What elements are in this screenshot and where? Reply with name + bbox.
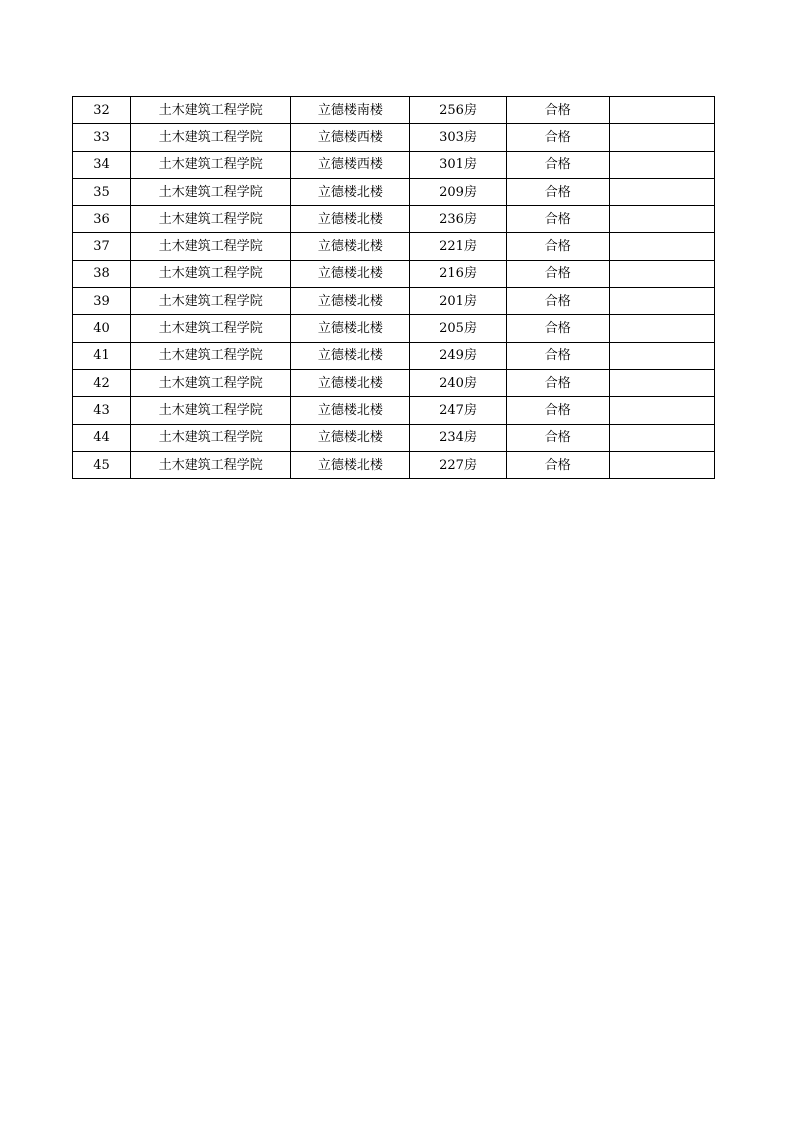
table-row (73, 288, 715, 315)
table-body (73, 97, 715, 479)
cell-building: 立德楼北楼 (291, 288, 410, 315)
cell-number: 38 (73, 260, 131, 287)
table-row (73, 315, 715, 342)
cell-room: 234房 (410, 424, 506, 451)
cell-result: 合格 (506, 342, 609, 369)
cell-building: 立德楼北楼 (291, 178, 410, 205)
cell-room: 303房 (410, 124, 506, 151)
cell-note (609, 288, 714, 315)
cell-college: 土木建筑工程学院 (131, 288, 291, 315)
table-row (73, 97, 715, 124)
cell-room: 236房 (410, 206, 506, 233)
cell-building: 立德楼北楼 (291, 369, 410, 396)
cell-room: 301房 (410, 151, 506, 178)
cell-result: 合格 (506, 97, 609, 124)
cell-result: 合格 (506, 315, 609, 342)
inspection-table (72, 96, 715, 479)
cell-result: 合格 (506, 151, 609, 178)
cell-building: 立德楼北楼 (291, 260, 410, 287)
table-row (73, 206, 715, 233)
cell-note (609, 233, 714, 260)
cell-room: 247房 (410, 397, 506, 424)
cell-number: 43 (73, 397, 131, 424)
cell-note (609, 424, 714, 451)
cell-building: 立德楼南楼 (291, 97, 410, 124)
cell-note (609, 342, 714, 369)
cell-college: 土木建筑工程学院 (131, 124, 291, 151)
cell-result: 合格 (506, 233, 609, 260)
cell-number: 42 (73, 369, 131, 396)
cell-room: 256房 (410, 97, 506, 124)
table-row (73, 397, 715, 424)
cell-room: 216房 (410, 260, 506, 287)
cell-result: 合格 (506, 206, 609, 233)
cell-building: 立德楼北楼 (291, 233, 410, 260)
cell-note (609, 178, 714, 205)
table-row (73, 369, 715, 396)
cell-result: 合格 (506, 124, 609, 151)
cell-college: 土木建筑工程学院 (131, 233, 291, 260)
cell-room: 227房 (410, 451, 506, 478)
cell-room: 201房 (410, 288, 506, 315)
cell-building: 立德楼北楼 (291, 424, 410, 451)
cell-number: 34 (73, 151, 131, 178)
cell-number: 37 (73, 233, 131, 260)
cell-building: 立德楼北楼 (291, 451, 410, 478)
cell-note (609, 206, 714, 233)
cell-building: 立德楼北楼 (291, 206, 410, 233)
cell-building: 立德楼西楼 (291, 124, 410, 151)
cell-result: 合格 (506, 288, 609, 315)
table-row (73, 424, 715, 451)
cell-college: 土木建筑工程学院 (131, 397, 291, 424)
cell-building: 立德楼北楼 (291, 315, 410, 342)
cell-note (609, 451, 714, 478)
cell-result: 合格 (506, 369, 609, 396)
cell-note (609, 151, 714, 178)
cell-number: 35 (73, 178, 131, 205)
table-row (73, 178, 715, 205)
table-row (73, 451, 715, 478)
cell-room: 221房 (410, 233, 506, 260)
cell-note (609, 124, 714, 151)
cell-college: 土木建筑工程学院 (131, 206, 291, 233)
cell-college: 土木建筑工程学院 (131, 315, 291, 342)
cell-college: 土木建筑工程学院 (131, 369, 291, 396)
cell-note (609, 369, 714, 396)
table-row (73, 151, 715, 178)
cell-building: 立德楼北楼 (291, 397, 410, 424)
cell-building: 立德楼西楼 (291, 151, 410, 178)
cell-college: 土木建筑工程学院 (131, 178, 291, 205)
cell-result: 合格 (506, 424, 609, 451)
cell-college: 土木建筑工程学院 (131, 260, 291, 287)
cell-number: 45 (73, 451, 131, 478)
cell-number: 41 (73, 342, 131, 369)
cell-number: 32 (73, 97, 131, 124)
cell-room: 209房 (410, 178, 506, 205)
cell-result: 合格 (506, 260, 609, 287)
cell-note (609, 397, 714, 424)
cell-number: 36 (73, 206, 131, 233)
cell-note (609, 260, 714, 287)
cell-college: 土木建筑工程学院 (131, 151, 291, 178)
cell-building: 立德楼北楼 (291, 342, 410, 369)
cell-room: 249房 (410, 342, 506, 369)
cell-note (609, 315, 714, 342)
cell-number: 39 (73, 288, 131, 315)
cell-result: 合格 (506, 397, 609, 424)
cell-college: 土木建筑工程学院 (131, 424, 291, 451)
cell-result: 合格 (506, 178, 609, 205)
table-row (73, 260, 715, 287)
table-row (73, 342, 715, 369)
table-row (73, 124, 715, 151)
cell-room: 240房 (410, 369, 506, 396)
cell-note (609, 97, 714, 124)
table-row (73, 233, 715, 260)
cell-college: 土木建筑工程学院 (131, 342, 291, 369)
cell-college: 土木建筑工程学院 (131, 451, 291, 478)
cell-number: 33 (73, 124, 131, 151)
cell-number: 40 (73, 315, 131, 342)
cell-result: 合格 (506, 451, 609, 478)
cell-number: 44 (73, 424, 131, 451)
cell-room: 205房 (410, 315, 506, 342)
cell-college: 土木建筑工程学院 (131, 97, 291, 124)
